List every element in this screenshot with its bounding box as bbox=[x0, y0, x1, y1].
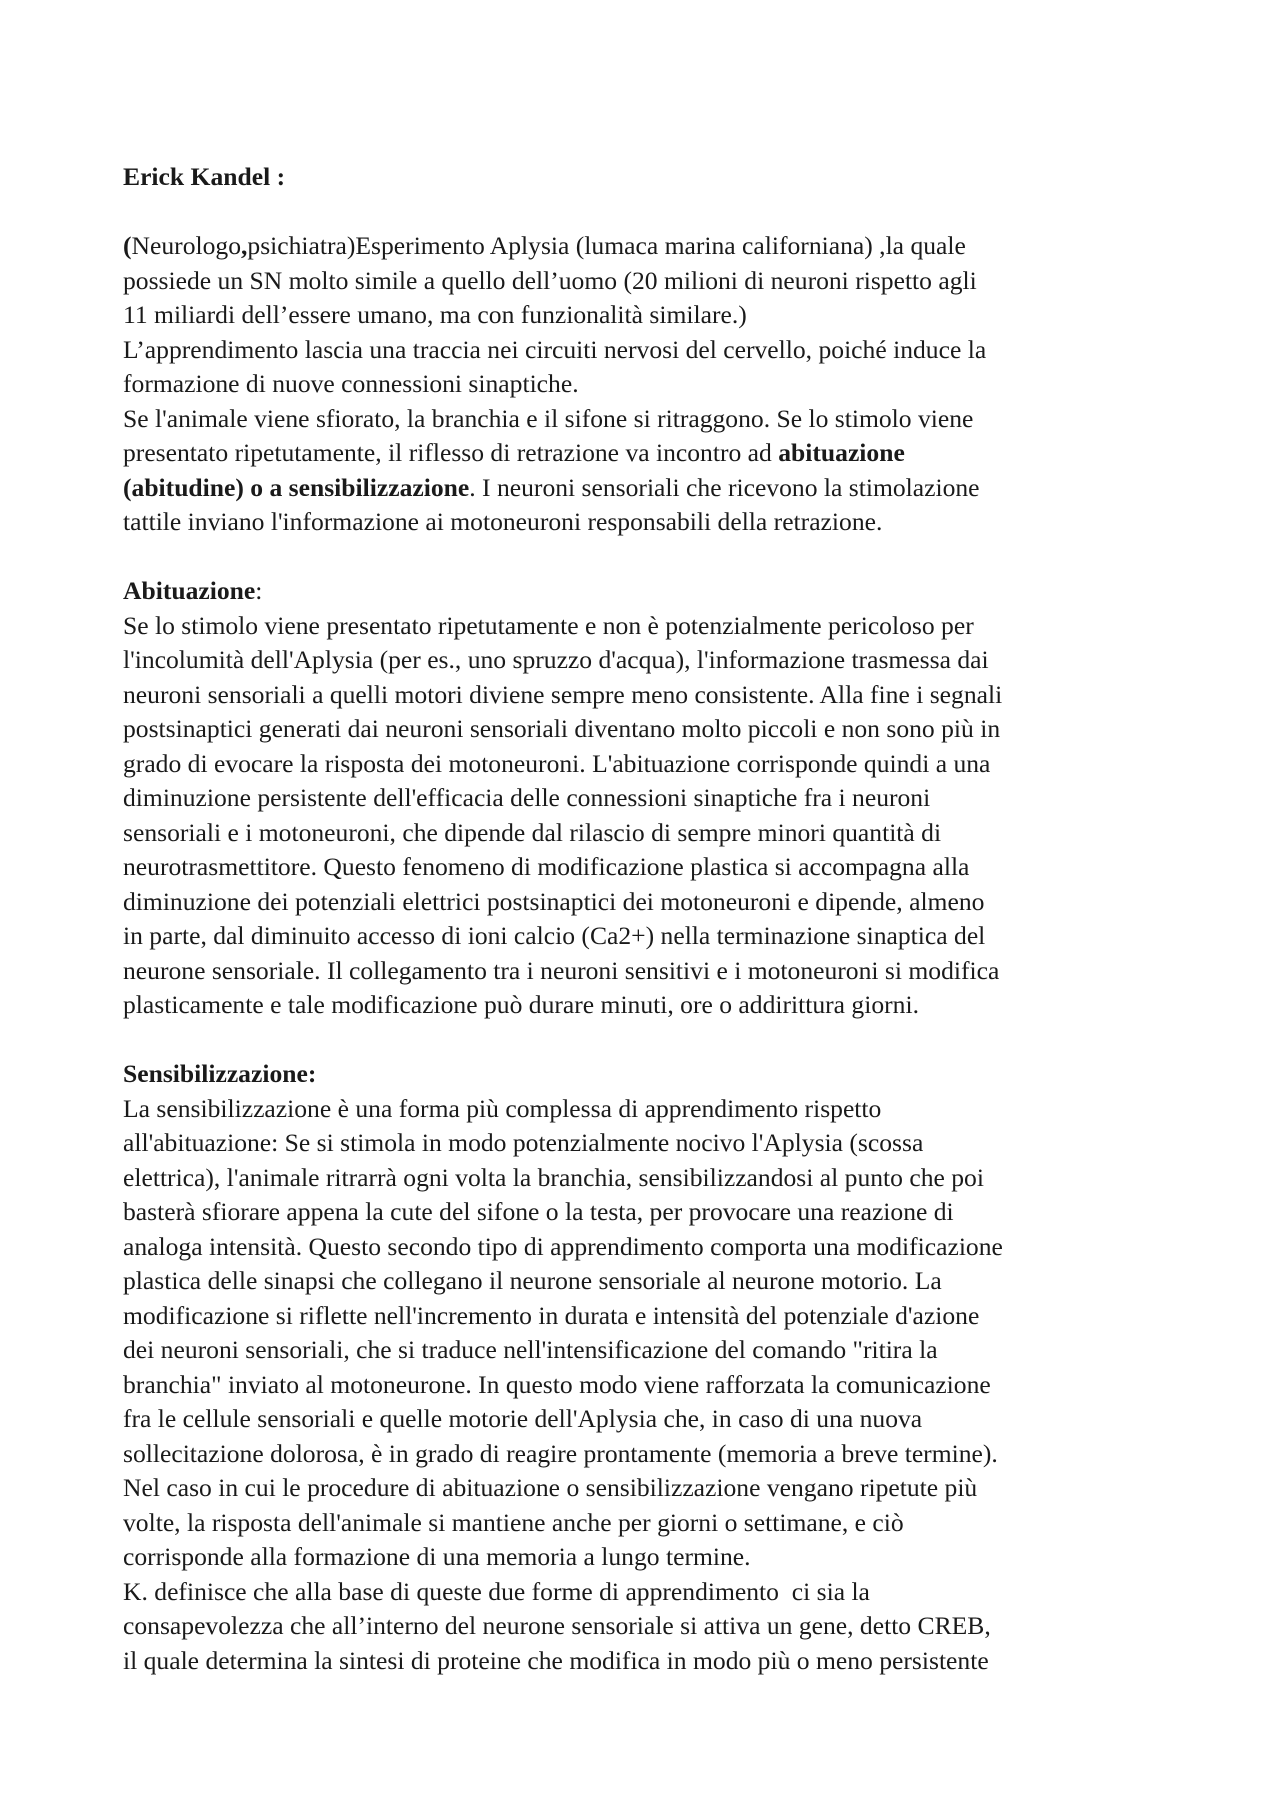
paragraph-line: neurotrasmettitore. Questo fenomeno di modificazione plastica si accompagna alla bbox=[123, 852, 970, 881]
paragraph-line: postsinaptici generati dai neuroni sensoriali diventano molto piccoli e non sono più in bbox=[123, 714, 1001, 743]
paragraph-line: in parte, dal diminuito accesso di ioni calcio (Ca2+) nella terminazione sinaptica del bbox=[123, 921, 986, 950]
paragraph-line: corrisponde alla formazione di una memoria a lungo termine. bbox=[123, 1542, 751, 1571]
paragraph-line: grado di evocare la risposta dei motoneuroni. L'abituazione corrisponde quindi a una bbox=[123, 748, 991, 778]
paragraph-line: il quale determina la sintesi di proteine che modifica in modo più o meno persistente bbox=[123, 1645, 989, 1675]
blank-line bbox=[123, 195, 1183, 230]
paragraph-line: consapevolezza che all’interno del neurone sensoriale si attiva un gene, detto CREB, bbox=[123, 1611, 991, 1640]
intro-line-1: (Neurologo,psichiatra)Esperimento Aplysia (lumaca marina californiana) ,la quale bbox=[123, 231, 966, 260]
paragraph-line: basterà sfiorare appena la cute del sifone o la testa, per provocare una reazione di bbox=[123, 1197, 954, 1226]
paragraph-line: plasticamente e tale modificazione può durare minuti, ore o addirittura giorni. bbox=[123, 990, 919, 1019]
paragraph-line: neurone sensoriale. Il collegamento tra i neuroni sensitivi e i motoneuroni si modifica bbox=[123, 955, 1000, 985]
paragraph-line: elettrica), l'animale ritrarrà ogni volta la branchia, sensibilizzandosi al punto che poi bbox=[123, 1162, 984, 1192]
intro-line-9: tattile inviano l'informazione ai motoneuroni responsabili della retrazione. bbox=[123, 507, 883, 536]
sensibilizzazione-heading: Sensibilizzazione: bbox=[123, 1059, 317, 1088]
paragraph-line: modificazione si riflette nell'incremento in durata e intensità del potenziale d'azione bbox=[123, 1300, 980, 1330]
paragraph-line: dei neuroni sensoriali, che si traduce nell'intensificazione del comando "ritira la bbox=[123, 1335, 938, 1364]
abituazione-paragraph bbox=[123, 609, 1183, 1023]
blank-line bbox=[123, 1023, 1183, 1058]
intro-line-2: possiede un SN molto simile a quello dell’uomo (20 milioni di neuroni rispetto agli bbox=[123, 265, 977, 295]
paragraph-line: diminuzione persistente dell'efficacia delle connessioni sinaptiche fra i neuroni bbox=[123, 783, 931, 812]
intro-line-7: presentato ripetutamente, il riflesso di retrazione va incontro ad abituazione bbox=[123, 438, 905, 467]
intro-line-8: (abitudine) o a sensibilizzazione. I neuroni sensoriali che ricevono la stimolazione bbox=[123, 472, 980, 502]
paragraph-line: La sensibilizzazione è una forma più complessa di apprendimento rispetto bbox=[123, 1093, 882, 1123]
paragraph-line: analoga intensità. Questo secondo tipo di apprendimento comporta una modificazione bbox=[123, 1231, 1003, 1261]
paragraph-line: all'abituazione: Se si stimola in modo potenzialmente nocivo l'Aplysia (scossa bbox=[123, 1128, 924, 1157]
sensibilizzazione-paragraph bbox=[123, 1092, 1183, 1679]
intro-line-6: Se l'animale viene sfiorato, la branchia e il sifone si ritraggono. Se lo stimolo viene bbox=[123, 403, 974, 433]
paragraph-line: K. definisce che alla base di queste due forme di apprendimento ci sia la bbox=[123, 1576, 870, 1606]
paragraph-line: neuroni sensoriali a quelli motori diviene sempre meno consistente. Alla fine i segnali bbox=[123, 679, 1003, 709]
document-page bbox=[123, 160, 1183, 1678]
paragraph-line: diminuzione dei potenziali elettrici postsinaptici dei motoneuroni e dipende, almeno bbox=[123, 886, 985, 916]
blank-line bbox=[123, 540, 1183, 575]
paragraph-line: sollecitazione dolorosa, è in grado di reagire prontamente (memoria a breve termine). bbox=[123, 1438, 998, 1468]
intro-line-5: formazione di nuove connessioni sinaptiche. bbox=[123, 369, 579, 398]
paragraph-line: fra le cellule sensoriali e quelle motorie dell'Aplysia che, in caso di una nuova bbox=[123, 1404, 923, 1433]
paragraph-line: plastica delle sinapsi che collegano il neurone sensoriale al neurone motorio. La bbox=[123, 1266, 942, 1295]
paragraph-line: volte, la risposta dell'animale si mantiene anche per giorni o settimane, e ciò bbox=[123, 1507, 904, 1537]
abituazione-heading: Abituazione: bbox=[123, 576, 263, 605]
intro-line-3: 11 miliardi dell’essere umano, ma con funzionalità similare.) bbox=[123, 300, 747, 329]
intro-line-4: L’apprendimento lascia una traccia nei circuiti nervosi del cervello, poiché induce la bbox=[123, 334, 987, 364]
paragraph-line: sensoriali e i motoneuroni, che dipende dal rilascio di sempre minori quantità di bbox=[123, 817, 942, 847]
document-title: Erick Kandel : bbox=[123, 162, 286, 191]
paragraph-line: l'incolumità dell'Aplysia (per es., uno spruzzo d'acqua), l'informazione trasmessa dai bbox=[123, 645, 989, 674]
paragraph-line: Se lo stimolo viene presentato ripetutamente e non è potenzialmente pericoloso per bbox=[123, 610, 974, 640]
paragraph-line: Nel caso in cui le procedure di abituazione o sensibilizzazione vengano ripetute più bbox=[123, 1473, 978, 1502]
paragraph-line: branchia" inviato al motoneurone. In questo modo viene rafforzata la comunicazione bbox=[123, 1369, 991, 1399]
